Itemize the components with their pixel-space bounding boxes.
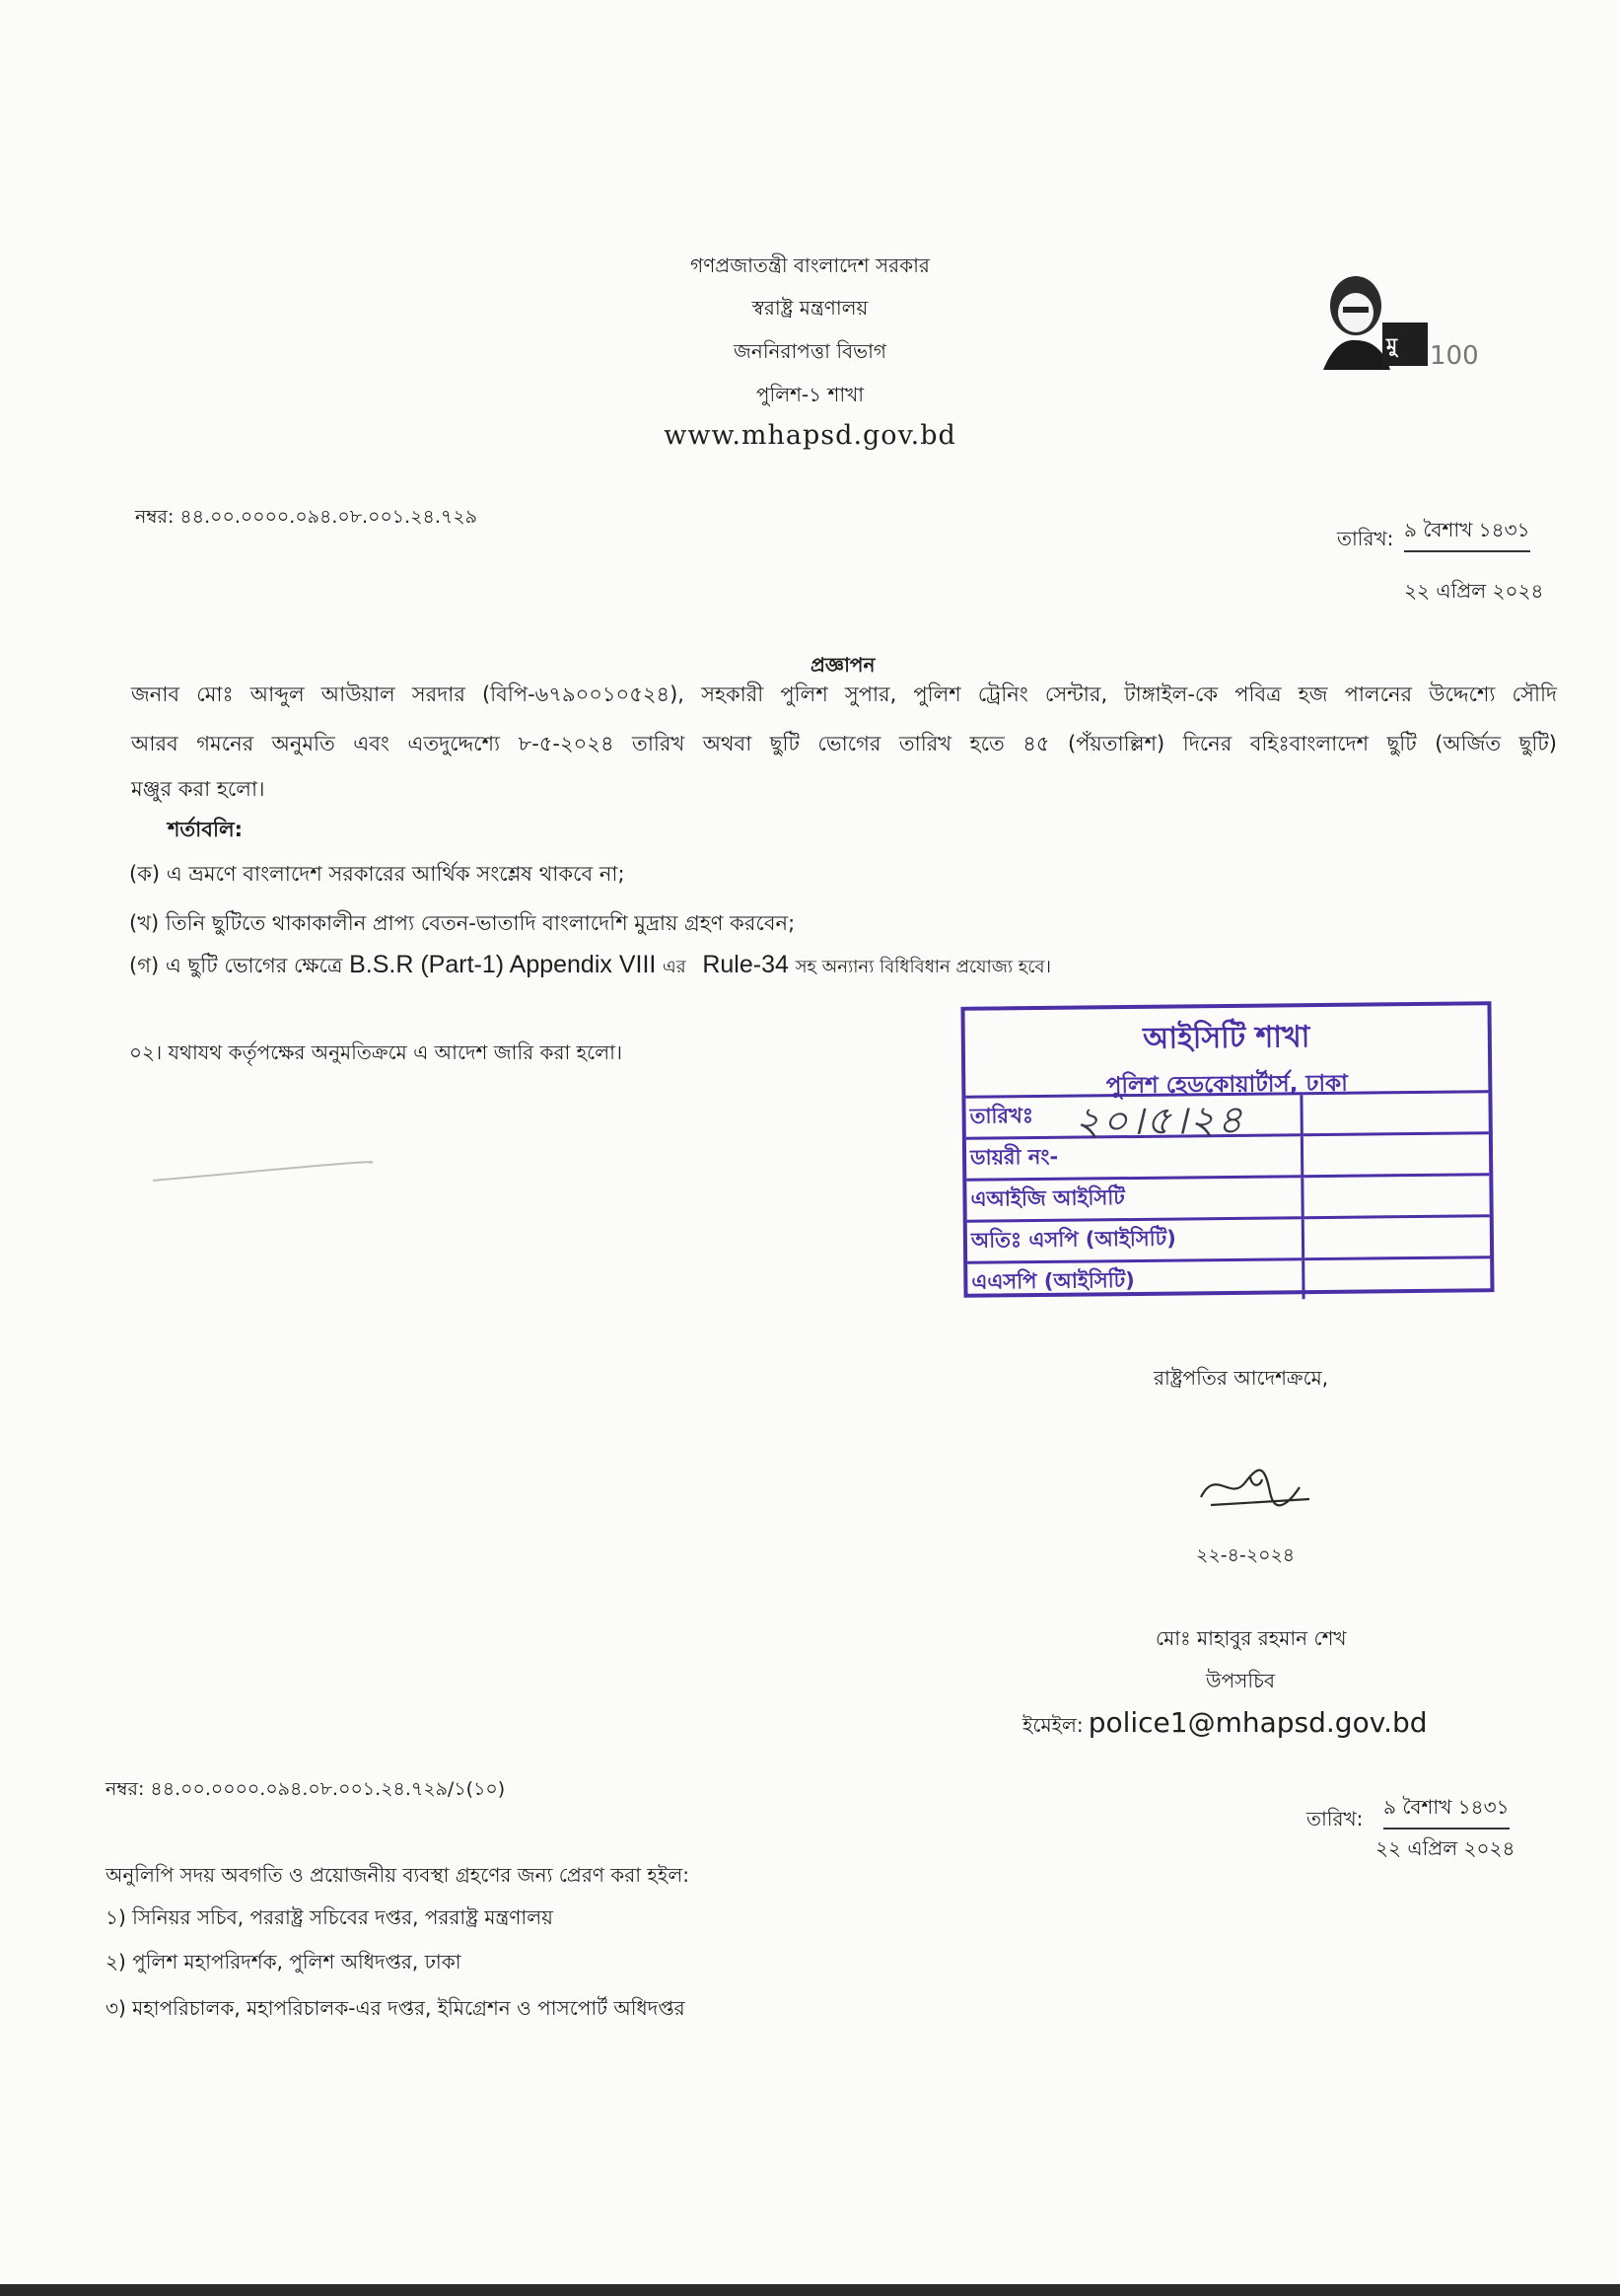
condition-c-rule-ref: Rule-34	[702, 951, 789, 978]
header-division-line: জননিরাপত্তা বিভাগ	[734, 339, 886, 363]
stamp-handwritten-date: ২০।৫।২৪	[1074, 1097, 1245, 1145]
header-ministry-line1: গণপ্রজাতন্ত্রী বাংলাদেশ সরকার	[690, 253, 930, 277]
president-order-line: রাষ্ট্রপতির আদেশক্রমে,	[1154, 1366, 1329, 1390]
stamp-row	[967, 1257, 1490, 1303]
copy-date-bangla: ৯ বৈশাখ ১৪৩১	[1383, 1793, 1510, 1830]
email-label: ইমেইল:	[1022, 1713, 1084, 1737]
stamp-row-label: তারিখঃ	[965, 1094, 1302, 1139]
stamp-row-label: অতিঃ এসপি (আইসিটি)	[967, 1218, 1303, 1263]
copy-recipient-item: ২) পুলিশ মহাপরিদর্শক, পুলিশ অধিদপ্তর, ঢাকা	[106, 1950, 461, 1973]
stamp-row-label: এআইজি আইসিটি	[966, 1177, 1303, 1222]
condition-c-part1: (গ) এ ছুটি ভোগের ক্ষেত্রে	[129, 954, 343, 977]
svg-text:মু: মু	[1386, 333, 1398, 357]
signature-date: ২২-৪-২০২৪	[1196, 1544, 1296, 1566]
stamp-row	[966, 1175, 1489, 1222]
email-address: police1@mhapsd.gov.bd	[1088, 1706, 1428, 1739]
condition-c-part3: সহ অন্যান্য বিধিবিধান প্রযোজ্য হবে।	[795, 957, 1051, 977]
copy-recipient-item: ১) সিনিয়র সচিব, পররাষ্ট্র সচিবের দপ্তর, পররাষ্ট্র মন্ত্রণালয়	[106, 1905, 553, 1929]
paragraph-02: ০২। যথাযথ কর্তৃপক্ষের অনুমতিক্রমে এ আদেশ জারি করা হলো।	[129, 1040, 623, 1064]
memo-date-english: ২২ এপ্রিল ২০২৪	[1404, 579, 1544, 603]
copy-intro: অনুলিপি সদয় অবগতি ও প্রয়োজনীয় ব্যবস্থা গ্রহণের জন্য প্রেরণ করা হইল:	[106, 1863, 689, 1887]
stamp-row-label: এএসপি (আইসিটি)	[967, 1259, 1303, 1303]
notice-body-line1: জনাব মোঃ আব্দুল আউয়াল সরদার (বিপি-৬৭৯০০১০৫২৪), সহকারী পুলিশ সুপার, পুলিশ ট্রেনিং সেন্টার, টাঙ্গাইল-কে পবিত্র হজ পালনের উদ্দেশ্যে সৌদি	[131, 682, 1557, 706]
copy-date-english: ২২ এপ্রিল ২০২৪	[1375, 1836, 1515, 1860]
stamp-title: আইসিটি শাখা	[1143, 1020, 1310, 1056]
ict-branch-stamp	[960, 1001, 1494, 1298]
scan-mark-icon	[148, 1159, 375, 1188]
header-branch-line: পুলিশ-১ শাখা	[755, 383, 865, 406]
stamp-row	[967, 1216, 1490, 1263]
memo-number: নম্বর: ৪৪.০০.০০০০.০৯৪.০৮.০০১.২৪.৭২৯	[135, 506, 477, 528]
mujib-borsho-logo-icon	[1311, 261, 1479, 375]
condition-c	[129, 950, 1051, 984]
memo-date-bangla: ৯ বৈশাখ ১৪৩১	[1404, 516, 1530, 552]
svg-text:100: 100	[1430, 341, 1479, 371]
condition-c-bsr-ref: B.S.R (Part-1) Appendix VIII	[349, 951, 657, 978]
copy-date-label: তারিখ:	[1306, 1807, 1364, 1830]
header-ministry-line2: স্বরাষ্ট্র মন্ত্রণালয়	[751, 296, 869, 320]
copy-recipient-item: ৩) মহাপরিচালক, মহাপরিচালক-এর দপ্তর, ইমিগ্রেশন ও পাসপোর্ট অধিদপ্তর	[106, 1996, 685, 2020]
signatory-name: মোঃ মাহাবুর রহমান শেখ	[1156, 1626, 1347, 1650]
notice-body-line2: আরব গমনের অনুমতি এবং এতদুদ্দেশ্যে ৮-৫-২০২৪ তারিখ অথবা ছুটি ভোগের তারিখ হতে ৪৫ (পঁয়তাল্লিশ) দিনের বহিঃবাংলাদেশ ছুটি (অর্জিত ছুটি)	[131, 732, 1557, 755]
condition-c-part2: এর	[663, 957, 686, 977]
header-website: www.mhapsd.gov.bd	[664, 420, 956, 451]
stamp-row-label: ডায়রী নং-	[966, 1135, 1303, 1181]
condition-b: (খ) তিনি ছুটিতে থাকাকালীন প্রাপ্য বেতন-ভাতাদি বাংলাদেশি মুদ্রায় গ্রহণ করবেন;	[129, 911, 796, 935]
signatory-designation: উপসচিব	[1206, 1669, 1276, 1692]
scan-bottom-edge	[0, 2284, 1620, 2296]
notice-title: প্রজ্ঞাপন	[810, 653, 876, 677]
conditions-title: শর্তাবলি:	[168, 818, 244, 841]
copy-memo-number: নম্বর: ৪৪.০০.০০০০.০৯৪.০৮.০০১.২৪.৭২৯/১(১০)	[106, 1778, 506, 1800]
signature-icon	[1191, 1458, 1319, 1517]
notice-body-line3: মঞ্জুর করা হলো।	[131, 777, 265, 801]
stamp-subtitle: পুলিশ হেডকোয়ার্টার্স, ঢাকা	[1105, 1070, 1348, 1100]
memo-date-label: তারিখ:	[1337, 527, 1394, 550]
signatory-email-line	[1022, 1706, 1428, 1744]
condition-a: (ক) এ ভ্রমণে বাংলাদেশ সরকারের আর্থিক সংশ্লেষ থাকবে না;	[129, 862, 625, 886]
